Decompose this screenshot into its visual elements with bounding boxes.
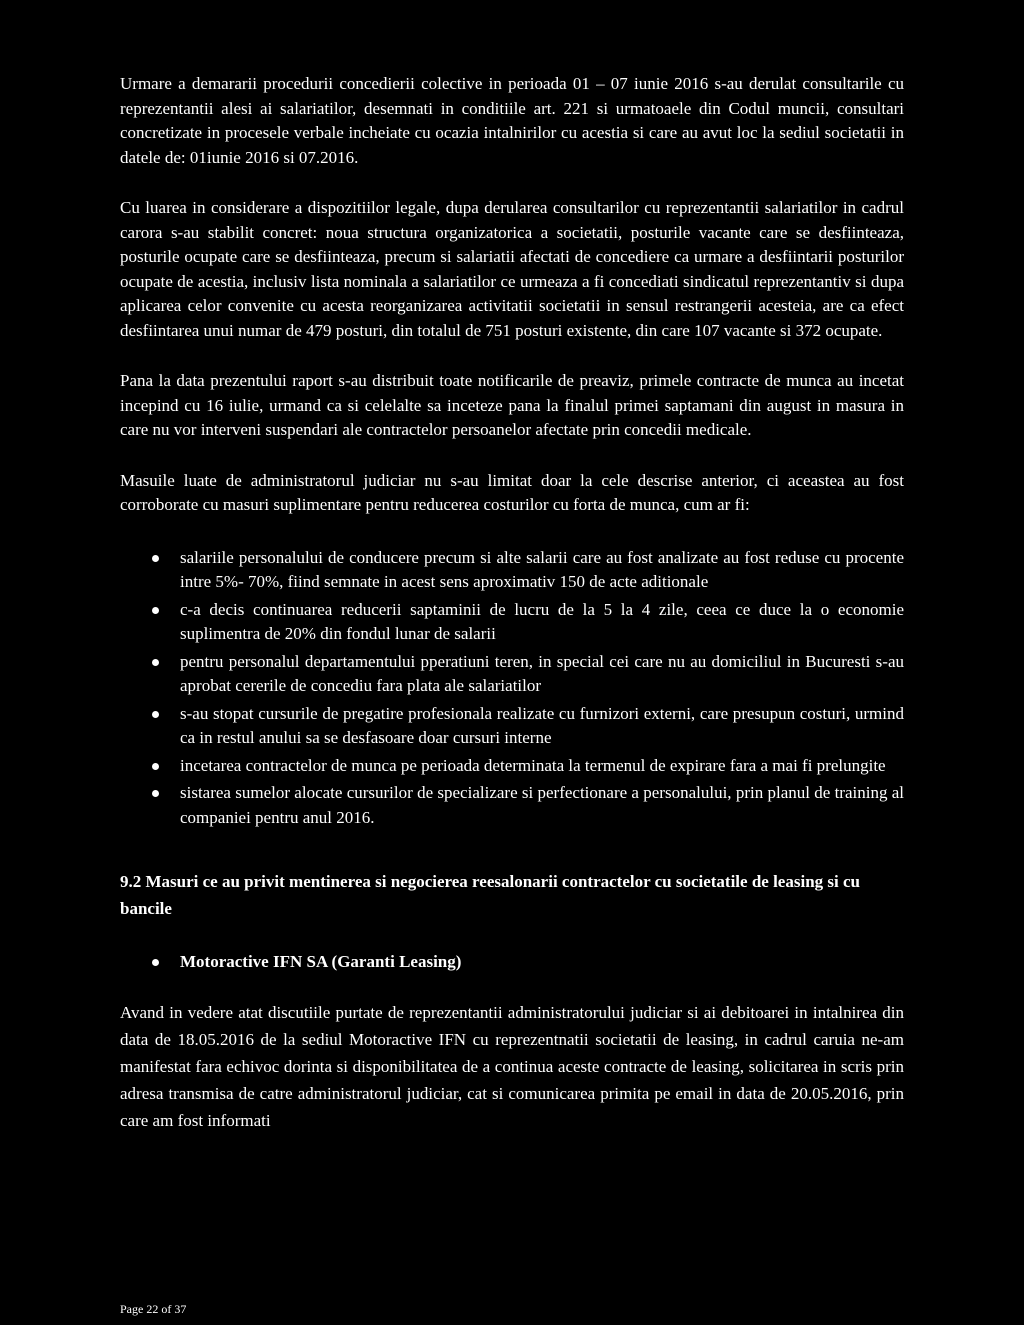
page-total: 37 bbox=[174, 1302, 187, 1316]
list-item bbox=[120, 702, 904, 751]
paragraph-reorganization: Cu luarea in considerare a dispozitiilor legale, dupa derularea consultarilor cu reprezentantii salariatilor in cadrul carora s-au stabilit concret: noua structura organizatorica a societatii, posturile vacante care se desfiinteaza, posturile ocupate care se desfiinteaza, precum si salariatii afectati de concediere ca urmare a desfiintarii posturilor ocupate de acestia, inclusiv lista nominala a salariatilor ce urmeaza a fi concediati sindicatul reprezentantiv si dupa aplicarea celor convenite cu acesta reorganizarea activitatii societatii in sensul restrangerii acesteia, are ca efect desfiintarea unui numar de 479 posturi, din totalul de 751 posturi existente, din care 107 vacante si 372 ocupate. bbox=[120, 198, 904, 340]
list-item-text: c-a decis continuarea reducerii saptaminii de lucru de la 5 la 4 zile, ceea ce duce la o economie suplimentra de 20% din fondul lunar de salarii bbox=[180, 599, 904, 643]
list-item-text: s-au stopat cursurile de pregatire profesionala realizate cu furnizori externi, care presupun costuri, urmind ca in restul anului sa se desfasoare doar cursuri interne bbox=[180, 703, 904, 747]
subsection-heading-text: Motoractive IFN SA (Garanti Leasing) bbox=[180, 952, 462, 971]
page-separator: of bbox=[161, 1302, 172, 1316]
page-label: Page bbox=[120, 1302, 144, 1316]
bullet-icon bbox=[152, 607, 159, 614]
list-item-text: pentru personalul departamentului pperatiuni teren, in special cei care nu au domiciliul in Bucuresti s-au aprobat cererile de concediu fara plata ale salariatilor bbox=[180, 651, 904, 695]
list-item-text: salariile personalului de conducere precum si alte salarii care au fost analizate au fost reduse cu procente intre 5%- 70%, fiind semnate in acest sens aproximativ 150 de acte aditionale bbox=[180, 547, 904, 591]
bullet-icon bbox=[152, 711, 159, 718]
list-item bbox=[120, 546, 904, 595]
paragraph-notifications: Pana la data prezentului raport s-au distribuit toate notificarile de preaviz, primele contracte de munca au incetat incepind cu 16 iulie, urmand ca si celelalte sa inceteze pana la finalul primei saptamani din august in masura in care nu vor interveni suspendari ale contractelor persoanelor afectate prin concedii medicale. bbox=[120, 371, 904, 439]
paragraph-consultations: Urmare a demararii procedurii concedierii colective in perioada 01 – 07 iunie 2016 s-au derulat consultarile cu reprezentantii alesi ai salariatilor, desemnati in conditiile art. 221 si urmatoaele din Codul muncii, consultari concretizate in procesele verbale incheiate cu ocazia intalnirilor cu acestia si care au avut loc la sediul societatii in datele de: 01iunie 2016 si 07.2016. bbox=[120, 74, 904, 167]
paragraph-additional-measures: Masuile luate de administratorul judiciar nu s-au limitat doar la cele descrise anterior, ci aceastea au fost corroborate cu masuri suplimentare pentru reducerea costurilor cu forta de munca, cum ar fi: bbox=[120, 470, 904, 514]
page-current: 22 bbox=[146, 1302, 159, 1316]
list-item bbox=[120, 598, 904, 647]
bullet-icon bbox=[152, 959, 159, 966]
list-item-text: incetarea contractelor de munca pe perioada determinata la termenul de expirare fara a mai fi prelungite bbox=[180, 755, 886, 775]
list-item bbox=[120, 781, 904, 830]
list-item bbox=[120, 754, 904, 779]
list-item-text: sistarea sumelor alocate cursurilor de specializare si perfectionare a personalului, prin planul de training al companiei pentru anul 2016. bbox=[180, 783, 904, 827]
subsection-heading bbox=[120, 950, 904, 975]
bullet-icon bbox=[152, 555, 159, 562]
bullet-icon bbox=[152, 659, 159, 666]
measures-list bbox=[120, 546, 904, 831]
section-heading: 9.2 Masuri ce au privit mentinerea si negocierea reesalonarii contractelor cu societatile de leasing si cu bancile bbox=[120, 872, 860, 918]
document-page bbox=[120, 72, 904, 1134]
page-footer bbox=[120, 1302, 186, 1316]
bullet-icon bbox=[152, 790, 159, 797]
list-item bbox=[120, 650, 904, 699]
bullet-icon bbox=[152, 763, 159, 770]
paragraph-motoractive: Avand in vedere atat discutiile purtate de reprezentantii administratorului judiciar si ai debitoarei in intalnirea din data de 18.05.2016 de la sediul Motoractive IFN cu reprezentnatii societatii de leasing, in cadrul caruia ne-am manifestat fara echivoc dorinta si disponibilitatea de a continua aceste contracte de leasing, solicitarea in scris prin adresa transmisa de catre administratorul judiciar, cat si comunicarea primita pe email in data de 20.05.2016, prin care am fost informati bbox=[120, 1002, 904, 1130]
